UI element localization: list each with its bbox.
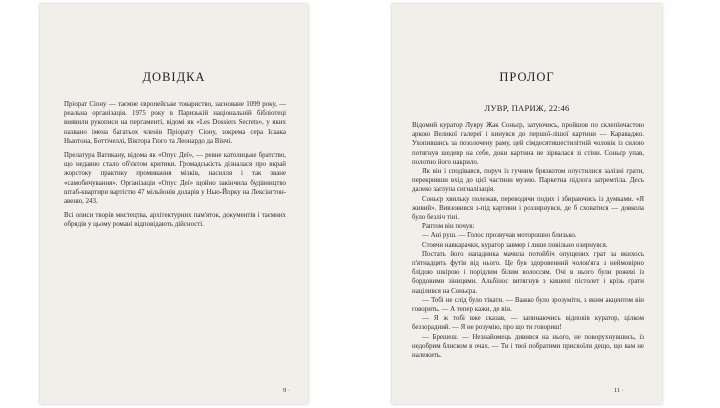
right-page <box>392 4 662 404</box>
paragraph: Пріорат Сіону — таємне європейське товариство, засноване 1099 року, — реальна організація. 1975 року в Паризькій національній бібліотеці виявили рукописи на пергаменті, відомі як «Les Dossiers Secrets», у яких названо імена багатьох членів Пріорату Сіону, зокрема сера Ісаака Ньютона, Боттічеллі, Віктора Гюго та Леонардо да Вінчі. <box>64 101 286 145</box>
left-page-body <box>64 100 286 235</box>
paragraph: Соньєр хвильку полежав, переводячи подих і збираючись із думками. «Я живий». Вивзовився з-під картини і роззирнувся, де б сховатися — довкола було безліч тіні. <box>412 195 644 222</box>
page-number: 11 · <box>614 387 625 394</box>
left-page-title: ДОВІДКА <box>142 70 206 84</box>
paragraph: Прелатура Ватикану, відома як «Опус Деї», — ревне католицьке братство, що недавно стало об'єктом критики. Громадськість дізналася про вкрай жорстоку практику промивання мізків, насилля і так зване «самобичування». Організація «Опус Деї» щойно закінчила будівництво штаб-квартири вартістю 47 мільйонів доларів у Нью-Йорку на Лексінгтон-авеню, 243. <box>64 152 286 206</box>
right-page-subtitle: ЛУВР, ПАРИЖ, 22:46 <box>484 103 570 113</box>
paragraph: Відомий куратор Лувру Жак Соньєр, затуючись, пройшов по склепінчастою аркою Великої галереї і кинувся до першої-лішої картини — Караваджо. Ухопившись за позолочену раму, цей сімдесятишестилітній чоловік із силою потягнув шедевр на себе, доки картина не зірвалася зі стіни. Соньєр упав, полотно його накрило. <box>412 122 644 166</box>
right-page-body <box>412 121 644 360</box>
paragraph: Постать його нападника мачила потойбіч опущених грат за якихось п'ятнадцять футів від нього. Це був здоровенний чолов'яга з неймовірно блідою шкірою і порідлим білим волоссям. Очі в нього були рожеві із бордовими зіницями. Альбінос витягнув з кишені пістолет і крізь грати націлився на Соньєра. <box>412 250 644 295</box>
right-page-title: ПРОЛОГ <box>499 70 555 84</box>
page-number: 9 · <box>282 387 290 394</box>
paragraph: — Тобі не слід було тікати. — Важко було зрозуміти, з яким акцентом він говорить. — А тепер кажи, де він. <box>412 296 644 314</box>
paragraph: — Брешеш. — Незнайомець дивився на нього, не поворухнувшись, із недобрим блиском в очах. — Ти і твої побратими присвоїли дещо, що вам не належить. <box>412 333 644 360</box>
paragraph: Стоячи навкарачки, куратор завмер і лише повільно озирнувся. <box>422 241 608 249</box>
paragraph: Як він і сподівався, поруч із гучним брязкотом опустилися залізні грати, перекривши вхід до цієї частини музею. Паркетна підлога затремтіла. Десь далеко заглупа сигналізація. <box>412 168 644 194</box>
paragraph: — Ані руш. — Голос прозвучав моторошно близько. <box>422 232 577 240</box>
paragraph: — Я ж тобі вже сказав, — запинаючись відповів куратор, цілком беззорадний. — Я не розумію, про що ти говориш! <box>412 315 644 332</box>
paragraph: Всі описи творів мистецтва, архітектурних пам'яток, документів і таємних обрядів у цьому романі відповідають дійсності. <box>64 212 286 229</box>
paragraph: Раптом він почув: <box>422 223 475 231</box>
left-page <box>40 4 308 404</box>
